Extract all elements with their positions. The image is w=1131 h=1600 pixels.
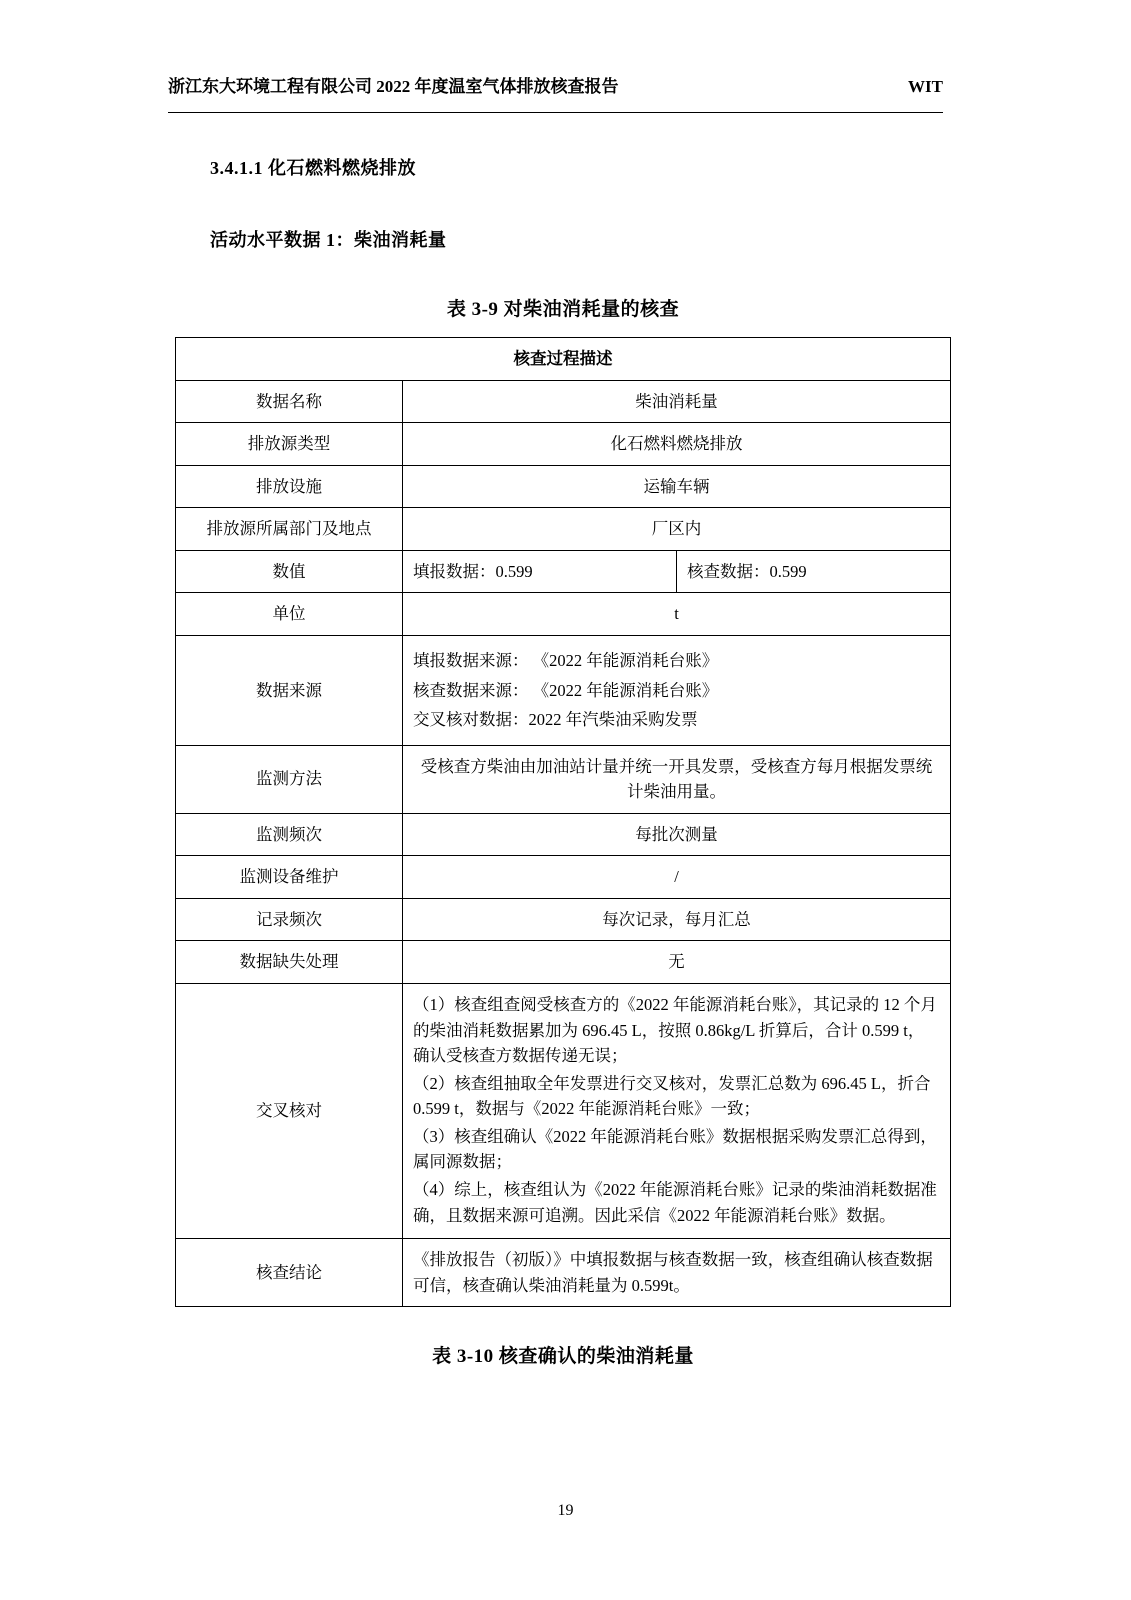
table-row [176,984,951,1239]
next-table-caption: 表 3-10 核查确认的柴油消耗量 [432,1346,694,1368]
page-content [168,140,958,1368]
row-value-record-freq: 每次记录，每月汇总 [403,898,951,941]
row-value-conclusion: 《排放报告（初版）》中填报数据与核查数据一致，核查组确认核查数据可信，核查确认柴油消耗量为 0.599t。 [403,1239,951,1307]
row-label-crosscheck: 交叉核对 [176,984,403,1239]
table-row [176,941,951,984]
row-value-crosscheck [403,984,951,1239]
page-number: 19 [557,1502,574,1519]
table-caption: 表 3-9 对柴油消耗量的核查 [446,299,680,320]
page-header [168,72,943,97]
header-title: 浙江东大环境工程有限公司 2022 年度温室气体排放核查报告 [168,77,619,96]
row-label-monitor-freq: 监测频次 [176,813,403,856]
table-row [176,550,951,593]
table-row [176,1239,951,1307]
row-label-monitor-method: 监测方法 [176,745,403,813]
row-value-department: 厂区内 [403,508,951,551]
row-label-numeric: 数值 [176,550,403,593]
row-label-source-type: 排放源类型 [176,423,403,466]
activity-heading: 活动水平数据 1：柴油消耗量 [210,230,447,250]
row-value-monitor-method: 受核查方柴油由加油站计量并统一开具发票，受核查方每月根据发票统计柴油用量。 [403,745,951,813]
table-row [176,593,951,636]
verification-table [175,337,951,1307]
table-row [176,856,951,899]
table-row [176,813,951,856]
row-label-equipment-maintenance: 监测设备维护 [176,856,403,899]
row-label-missing-data: 数据缺失处理 [176,941,403,984]
row-label-conclusion: 核查结论 [176,1239,403,1307]
row-value-unit: t [403,593,951,636]
row-value-reported: 填报数据：0.599 [403,550,677,593]
row-value-data-name: 柴油消耗量 [403,380,951,423]
row-value-missing-data: 无 [403,941,951,984]
data-source-line-2: 核查数据来源： 《2022 年能源消耗台账》 [413,680,719,700]
header-company-mark: WIT [908,77,943,96]
row-label-department: 排放源所属部门及地点 [176,508,403,551]
row-label-facility: 排放设施 [176,465,403,508]
row-value-source-type: 化石燃料燃烧排放 [403,423,951,466]
crosscheck-item-1: （1）核查组查阅受核查方的《2022 年能源消耗台账》，其记录的 12 个月的柴油消耗数据累加为 696.45 L，按照 0.86kg/L 折算后，合计 0.599 t，确认受核查方数据传递无误； [413,995,937,1066]
section-heading: 3.4.1.1 化石燃料燃烧排放 [210,158,416,178]
row-label-unit: 单位 [176,593,403,636]
row-value-facility: 运输车辆 [403,465,951,508]
row-label-data-source: 数据来源 [176,635,403,745]
table-row [176,508,951,551]
table-row [176,423,951,466]
row-label-record-freq: 记录频次 [176,898,403,941]
table-row [176,745,951,813]
crosscheck-item-4: （4）综上，核查组认为《2022 年能源消耗台账》记录的柴油消耗数据准确，且数据来源可追溯。因此采信《2022 年能源消耗台账》数据。 [413,1179,937,1225]
data-source-line-3: 交叉核对数据：2022 年汽柴油采购发票 [413,710,698,730]
crosscheck-item-2: （2）核查组抽取全年发票进行交叉核对，发票汇总数为 696.45 L，折合 0.599 t，数据与《2022 年能源消耗台账》一致； [413,1073,931,1119]
row-value-data-source [403,635,951,745]
data-source-line-1: 填报数据来源： 《2022 年能源消耗台账》 [413,650,719,670]
table-row [176,465,951,508]
table-row [176,898,951,941]
table-row [176,380,951,423]
row-value-verified: 核查数据：0.599 [677,550,951,593]
row-value-monitor-freq: 每批次测量 [403,813,951,856]
table-row [176,338,951,381]
header-divider [168,112,943,113]
table-title-cell: 核查过程描述 [176,338,951,381]
row-label-data-name: 数据名称 [176,380,403,423]
row-value-equipment-maintenance: / [403,856,951,899]
table-row [176,635,951,745]
crosscheck-item-3: （3）核查组确认《2022 年能源消耗台账》数据根据采购发票汇总得到，属同源数据； [413,1126,937,1172]
